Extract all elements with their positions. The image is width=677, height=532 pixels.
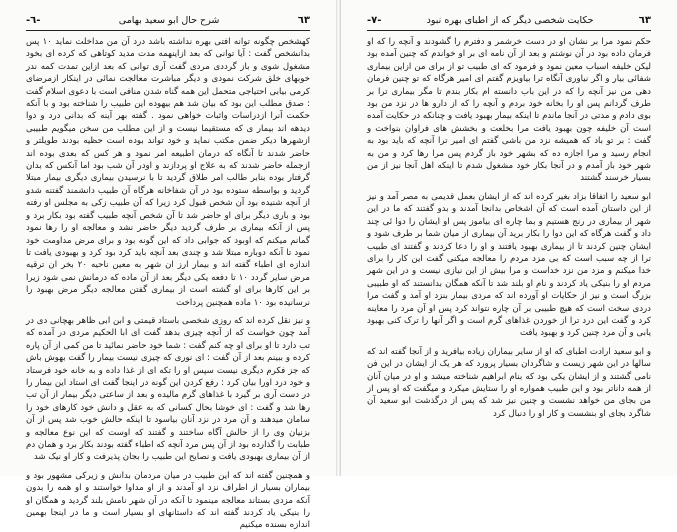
left-paragraph: کهشخص چگونه توانه افتی بهره نداشته باشد درد آن من مداخلت نماید ۱۰ پس بدانشخص گفت : آیا توانی که بعد ازاینهمه مدت مدید کوتاهی که کرده ای بخود مشغول شوی و باز گرددی مردی گفت آری توانی که بعد ازاین تمدت کمه ندر خوبهای خلق شرکت نمودی و دیگر مباشرت معالجت نمائی در اینکار ازمرضای کرمی بیابی احتیاجی متحمل این همه گناه شدن منافی است با دعوی اسلام گفت : صدق مطلب این بود که بیان شد هم بیهوده این طبیب را شناخته بود و با آنکه حکمت آنرا ازدراسات واثبات خواهی نمود . گفته بهر آینه که بدانی درد و دوا دیدهه اند بیمار ی که مستقیما نیست و از این مطلب من سخن میگویم طبیبی ازشهرها دیکر ضمن مکتب نماید و خود تواند بوده است حظیه بودند طویلتر و حاضر شدند تا آنگاه که درمان اطبیعه امر نمود و هر کس که بعدی بوده اند ازجمله حاضر شدند که به علاج او پردازند و اودر آن شب بود اما آنکس که بدان گرفتار بوده بنابر طالب امر طلاق گردید تا با نرسیدن بیماری دیگری بیمار مبتلا گردید و بواسطه ستوده بود در آن شفاخانه هرگاه آن طبیب دانشمند گفتنه شدو از آنچه شنیده بود آن شخص قبول کرد زیرا که آن طبیب زکی به مجلس او رفته بود و باری دیگر برای او حاضر شد تا آن شخص آنچه طبیب گفته بود بکار برد و پس از آنکه بیماری بر طرف گردید دیگر حاضر نشد و معالجه او را رها نمود گمانم میکنم که اوبود که جوابی داد که این گونه بود و برای مرض مداومت خود نمود تا آنکه دوباره مبتلا شد و چندی بعد آنچه باید کرد بود کرد و بهبودی یافت تا اندازه ای اطباء گفته اند و بیمار ارز ان شهر به معین ناحیه ۲۰ بخر ان ترقیه مرض سایر گردد ۱۰ تا دفعه یکی دیگر بعد از آن ماده که درمانش نمی شود زیرا بر این کارها برای او گشته است از بیماری گفتن معالجه دیگر مرض بهبود را نرسانیده بود ۱۰ ماده همچنین پرداخت	[26, 37, 310, 308]
left-page-body	[26, 36, 310, 531]
right-page-header	[367, 12, 651, 28]
right-page-body	[367, 36, 651, 462]
right-paragraph: و ابو سعید ارادت اطبای که او از سایر بیماران زیاده بیافرید و از آنجا گفته اند که سالها در این شهر زیست و شاگردان بسیار پرورد که هر یک از ایشان در این فن نامی گشتند و از ایشان یکی بود که بنام ابراهیم شناخته میشد و او در میان آنان از همه داناتر بود و این طبیب همواره او را ستایش میکرد و میگفت که او پس از من بجای من خواهد نشست و چنین نیز شد که پس از درگذشت ابو سعید آن شاگرد بجای او بنشست و کار او را دنبال کرد	[367, 346, 651, 419]
left-paragraph: و نیز نقل کرده اند که روزی شخصی باستاد قیمتی و ابن ابی ظاهر بهچانی دی در آمد چون خواست که از آنچه چیزی بدهد گفت ای ابا الحکیم مردی در آمده که تب دارد تا او برای او چه کنم گفت : شما خود حاضر نمائید تا من کمی از آن پاره کرده و ببینم بعد از آن گفت : ای نوری که چیزی نیست بیمار را گفت بهوش باش که جز فکرم دیگری نیست سپس او را تکه ای از غذا داده و به خانه خود فرستاد و خود درد اورا بیان کرد : رفع کردن این گونه در اینجا گفت ای استاد این بیمار را در دست آری بر گیرد با غذاهای گرم مالیده و بعد از ساعتی دیگر بیمار از آن تب رها شد و گفت : ای خوشا بحال کسانی که به عقل و دانش خود کارهای خود را سامان میدهند و آن مرد در نزد آنان بیاسود تا اینکه حالش خوب شد پس از آن بزنیان وی را از حالش آگاه ساختند و گفتند که اوست که این نوع معالجه و طبابت را گذارده بود از آن پس مرد آنچه که اطباء گفته بودند بکار برد و همان دم از آن بیماری بهبودی یافت و نصایح این طبیب را بجان پذیرفت و کار او نیک شد	[26, 315, 310, 463]
left-header-rule	[26, 30, 310, 31]
right-page-number-alt: ٦٣	[638, 14, 651, 26]
left-paragraph: و همچنین گفته اند که این طبیب در میان مردمان بدانش و زیرکی مشهور بود و بیماران بسیار از اطراف نزد او آمدند و از او مداوا خواستند و او همه را بدون آنکه مزدی بستاند معالجه مینمود تا آنکه در آن شهر نامش بلند گردید و همگان او را بنیکی یاد کردند گفته اند که داستانهای او بسیار است و ما در اینجا بهمین اندازه بسنده میکنیم	[26, 470, 310, 531]
right-paragraph: حکم نمود مرا بر نشان او در دست خرشمر و دفترم را گشودند و آنچه را که او فرمان داده بود در آن نوشتم و بعد از آن نامه ای بر او خواندم که چنین آمده بود لیکن خلیفه اسباب معین نمود و فرمود که ای طبیب تو از برای من ازاین بیماری شفائی بیار و اگر نیاوری آنگاه ترا بیاویزم گفتم ای امیر هرگاه که تو چنین فرمان دهی من نیز آنچه را که در این باب دانسته ام بکار بندم تا مگر بیماری ترا بر طرف گردانم پس او را بخانه خود بردم و آنچه را که از دارو ها در نزد من بود بوی دادم و مدتی در آنجا ماندم تا اینکه بیمار بهبود یافت و چنانکه در حکایت آمده است آن خلیفه چون بهبود یافت مرا بخلعت و بخشش های فراوان بنواخت و گفت : بر تو باد که همیشه نزد من باشی گفتم ای امیر ترا آنچه که باید بود به انجام رسید و مرا اجازه ده که بشهر خود باز گردم پس مرا رها کرد و من به شهر خود باز آمدم و در آنجا بکار خود مشغول شدم تا اینکه اهل آنجا نیز از من بسیار خرسند گشتند	[367, 37, 651, 184]
right-page-number: -٧-	[367, 14, 382, 26]
left-page-header-title: شرح حال ابو سعید بهامی	[118, 14, 220, 26]
right-header-rule	[367, 30, 651, 31]
right-page-header-title: حکایت شخصی دیگر که از اطبای بهره نبود	[426, 14, 594, 26]
right-page	[341, 0, 677, 476]
left-page-number-alt: ٦٣	[297, 14, 310, 26]
left-page-header	[26, 12, 310, 28]
left-page-number: -٦-	[26, 14, 41, 26]
left-page	[0, 0, 336, 531]
right-paragraph: ابو سعید را اتفاقا بزاد بغیر کرده اند که از ایشان بعمل قدیمی به مصر آمد و نیز از این داستان آمده است که آن اشخاص بدانجا آمدند و بدو گفتند که ما در این شهر از بیماری در رنج هستیم و بما چاره ای بیاموز پس او ایشان را دوا ئی چند داد و گفت هرگاه که این دوا را بکار برید آن بیماری از میان شما بر طرف شود و ایشان چنین کردند تا از بیماری بهبود یافتند و او را دعا کردند و گفتند ای طبیب ترا از چه سبب است که بی مزد مردم را معالجه میکنی گفت این کار را برای خدا میکنم و مزد من نزد خداست و مرا بیش از این نیازی نیست و در این شهر مردم او را بنیکی یاد کردند و نام او بلند شد تا آنکه همگان بدانستند که او طبیبی بزرگ است و نیز از حکایات او آورده اند که مردی بیمار بنزد او آمد و گفت مرا دردی سخت است که هیچ طبیبی بر آن چاره نتواند کرد پس او آن مرد را معاینه کرد و گفت این درد ترا از خوردن غذاهای گرم است و اگر آنها را ترک کنی بهبود یابی و آن مرد چنین کرد و بهبود یافت	[367, 191, 651, 339]
